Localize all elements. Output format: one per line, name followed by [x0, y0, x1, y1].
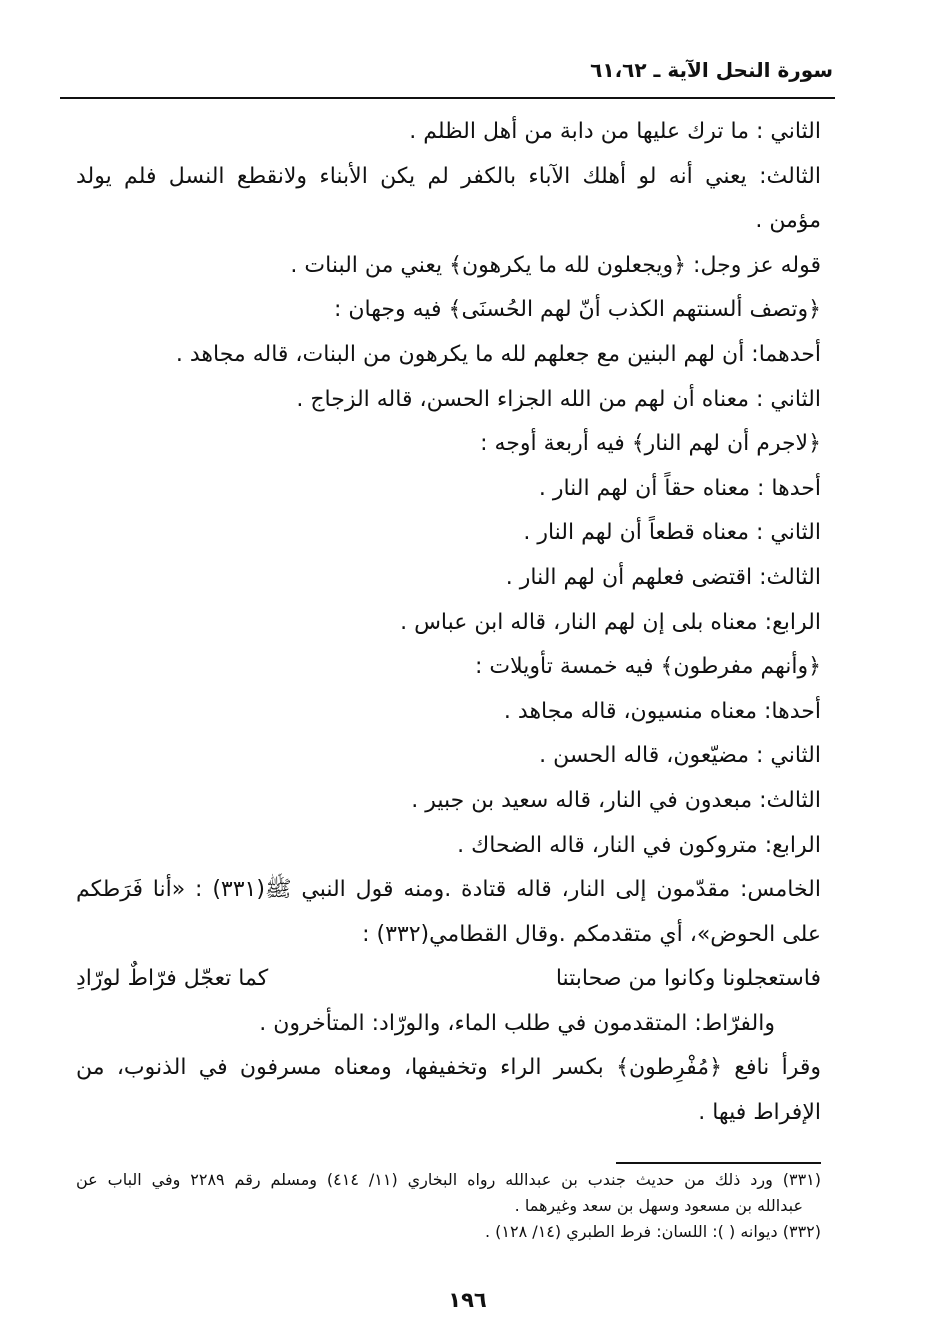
- text-line: الثاني : ما ترك عليها من دابة من أهل الظلم .: [409, 119, 821, 144]
- text-line: وقرأ نافع ﴿مُفْرِطون﴾ بكسر الراء وتخفيفها، ومعناه مسرفون في الذنوب، من: [76, 1055, 821, 1081]
- text-line: الثاني : مضيّعون، قاله الحسن .: [539, 743, 821, 769]
- footnotes: [76, 1167, 821, 1245]
- text-line: الخامس: مقدّمون إلى النار، قاله قتادة .ومنه قول النبي ﷺ(٣٣١) : «أنا فَرَطكم: [76, 877, 821, 903]
- footnote-line: (٣٣٢) ديوانه ( ): اللسان: فرط الطبري (١٤/ ١٢٨) .: [485, 1222, 821, 1241]
- text-line: الثالث: مبعدون في النار، قاله سعيد بن جبير .: [411, 787, 821, 813]
- text-line: الثاني : معناه أن لهم من الله الجزاء الحسن، قاله الزجاج .: [296, 386, 821, 412]
- running-header-title: سورة النحل الآية ـ ٦١،٦٢: [590, 58, 833, 82]
- text-line: الإفراط فيها .: [698, 1100, 821, 1126]
- main-text: [76, 110, 821, 1136]
- header-divider: [60, 97, 835, 99]
- poem-first-hemistich: فاستعجلونا وكانوا من صحابتنا: [555, 966, 821, 992]
- text-line: الثالث: يعني أنه لو أهلك الآباء بالكفر لم يكن الأبناء ولانقطع النسل فلم يولد: [76, 163, 821, 189]
- page-number: ١٩٦: [448, 1288, 487, 1312]
- text-line: الرابع: معناه بلى إن لهم النار، قاله ابن عباس .: [400, 609, 821, 635]
- poem-second-hemistich: كما تعجّل فرّاطٌ لورّادِ: [76, 966, 269, 992]
- text-line: ﴿وتصف ألسنتهم الكذب أنّ لهم الحُسنَى﴾ فيه وجهان :: [333, 297, 821, 323]
- text-line: الرابع: متروكون في النار، قاله الضحاك .: [457, 832, 821, 858]
- text-line: أحدها : معناه حقاً أن لهم النار .: [538, 475, 821, 501]
- text-line: أحدها: معناه منسيون، قاله مجاهد .: [503, 698, 821, 724]
- text-line: الثاني : معناه قطعاً أن لهم النار .: [523, 520, 821, 546]
- text-line: قوله عز وجل: ﴿ويجعلون لله ما يكرهون﴾ يعني من البنات .: [290, 252, 821, 278]
- text-line: مؤمن .: [755, 208, 821, 234]
- footnote-line: (٣٣١) ورد ذلك من حديث جندب بن عبدالله رواه البخاري (١١/ ٤١٤) ومسلم رقم ٢٢٨٩ وفي الباب عن: [76, 1170, 821, 1189]
- text-line: ﴿وأنهم مفرطون﴾ فيه خمسة تأويلات :: [475, 654, 821, 680]
- footnote-line: عبدالله بن مسعود وسهل بن سعد وغيرهما .: [514, 1196, 803, 1215]
- text-line: على الحوض»، أي متقدمكم .وقال القطامي(٣٣٢) :: [362, 921, 821, 947]
- poem-verse: [76, 957, 821, 1002]
- text-line: أحدهما: أن لهم البنين مع جعلهم لله ما يكرهون من البنات، قاله مجاهد .: [175, 341, 821, 367]
- footnote-divider: [616, 1162, 821, 1164]
- text-line: والفرّاط: المتقدمون في طلب الماء، والورّاد: المتأخرون .: [259, 1010, 775, 1036]
- text-line: ﴿لاجرم أن لهم النار﴾ فيه أربعة أوجه :: [480, 431, 821, 457]
- text-line: الثالث: اقتضى فعلهم أن لهم النار .: [505, 564, 821, 590]
